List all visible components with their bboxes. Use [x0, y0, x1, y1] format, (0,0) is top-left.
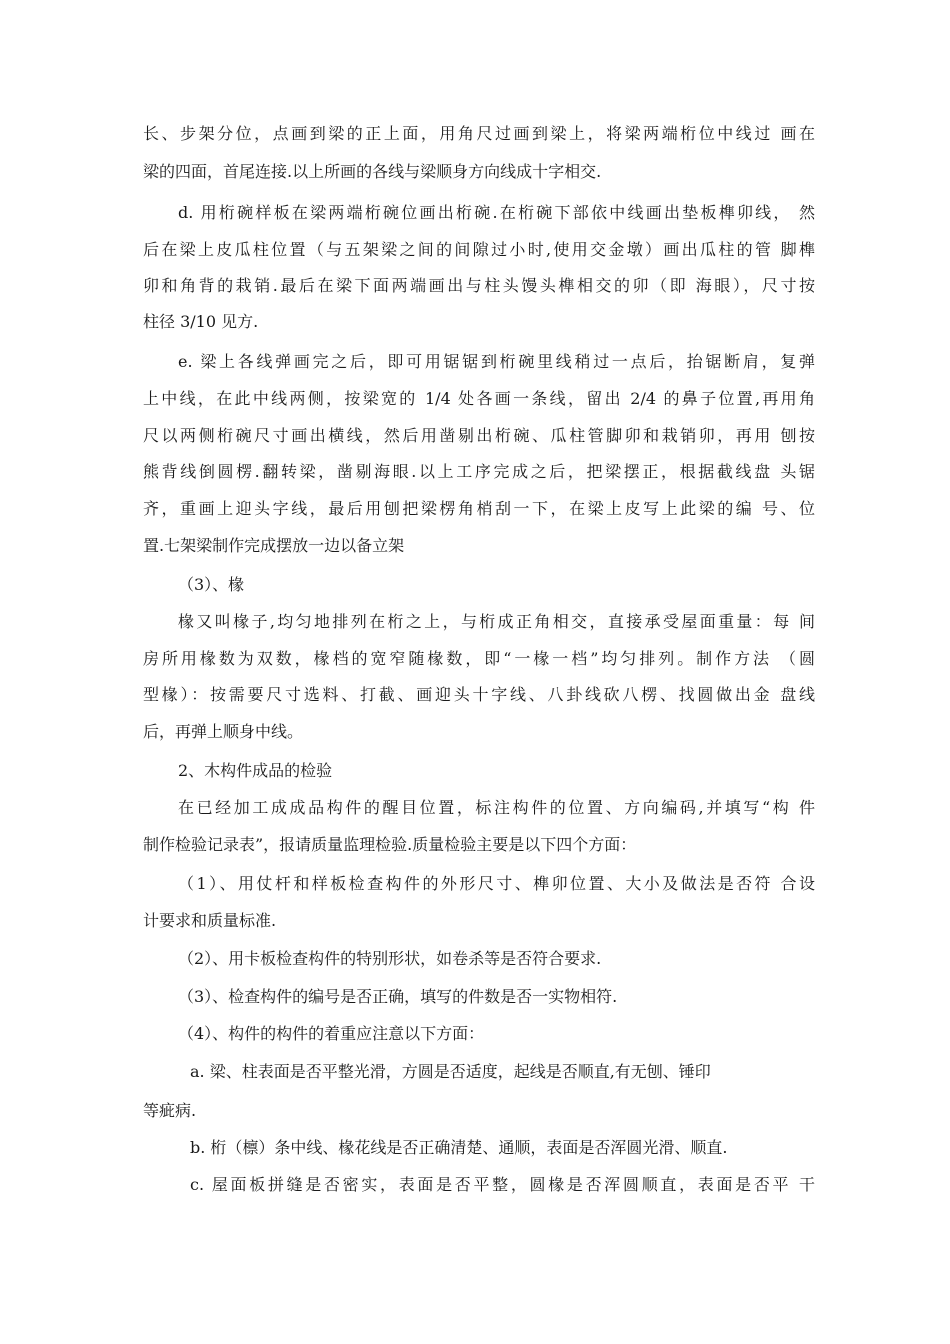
text-line: 置.七架梁制作完成摆放一边以备立架 [143, 536, 405, 555]
text-line: 熊背线倒圆楞.翻转梁，凿剔海眼.以上工序完成之后，把梁摆正，根据截线盘 头锯 [143, 462, 815, 481]
text-line: 长、步架分位，点画到梁的正上面，用角尺过画到梁上，将梁两端桁位中线过 画在 [143, 124, 815, 143]
text-line: 型椽）：按需要尺寸选料、打截、画迎头十字线、八卦线砍八楞、找圆做出金 盘线 [143, 685, 815, 704]
text-line: 梁的四面，首尾连接.以上所画的各线与梁顺身方向线成十字相交. [143, 162, 602, 181]
text-line: 柱径 3/10 见方. [143, 312, 259, 331]
text-line: 后在梁上皮瓜柱位置（与五架梁之间的间隙过小时,使用交金墩）画出瓜柱的管 脚榫 [143, 240, 815, 259]
text-line: 计要求和质量标准. [143, 911, 277, 930]
text-line: 后，再弹上顺身中线。 [143, 722, 304, 741]
text-line: （2）、用卡板检查构件的特别形状，如卷杀等是否符合要求. [178, 949, 602, 968]
text-line: 在已经加工成成品构件的醒目位置，标注构件的位置、方向编码,并填写“构 件 [178, 798, 815, 817]
text-line: （4）、构件的构件的着重应注意以下方面： [178, 1024, 485, 1043]
text-line: 房所用椽数为双数，椽档的宽窄随椽数，即“一椽一档”均匀排列。制作方法 （圆 [143, 649, 815, 668]
text-line: 尺以两侧桁碗尺寸画出横线，然后用凿剔出桁碗、瓜柱管脚卯和栽销卯，再用 刨按 [143, 426, 815, 445]
text-line: e. 梁上各线弹画完之后，即可用锯锯到桁碗里线稍过一点后，抬锯断肩，复弹 [178, 352, 815, 371]
text-line: b. 桁（檩）条中线、椽花线是否正确清楚、通顺，表面是否浑圆光滑、顺直. [190, 1138, 728, 1157]
section-heading: （3）、椽 [178, 575, 245, 594]
text-line: （3）、检查构件的编号是否正确，填写的件数是否一实物相符. [178, 987, 618, 1006]
text-line: （1）、用仗杆和样板检查构件的外形尺寸、榫卯位置、大小及做法是否符 合设 [178, 874, 815, 893]
text-line: 椽又叫椽子,均匀地排列在桁之上，与桁成正角相交，直接承受屋面重量：每 间 [178, 612, 815, 631]
text-line: d. 用桁碗样板在梁两端桁碗位画出桁碗.在桁碗下部依中线画出垫板榫卯线， 然 [178, 203, 815, 222]
text-line: a. 梁、柱表面是否平整光滑，方圆是否适度，起线是否顺直,有无刨、锤印 [190, 1062, 711, 1081]
text-line: c. 屋面板拼缝是否密实，表面是否平整，圆椽是否浑圆顺直，表面是否平 干 [190, 1175, 815, 1194]
text-line: 制作检验记录表”，报请质量监理检验.质量检验主要是以下四个方面： [143, 835, 637, 854]
text-line: 等疵病. [143, 1101, 197, 1120]
text-line: 卯和角背的栽销.最后在梁下面两端画出与柱头馒头榫相交的卯（即 海眼），尺寸按 [143, 276, 815, 295]
text-line: 齐，重画上迎头字线，最后用刨把梁楞角梢刮一下，在梁上皮写上此梁的编 号、位 [143, 499, 815, 518]
section-heading: 2、木构件成品的检验 [178, 761, 333, 780]
text-line: 上中线，在此中线两侧，按梁宽的 1/4 处各画一条线，留出 2/4 的鼻子位置,再用角 [143, 389, 815, 408]
